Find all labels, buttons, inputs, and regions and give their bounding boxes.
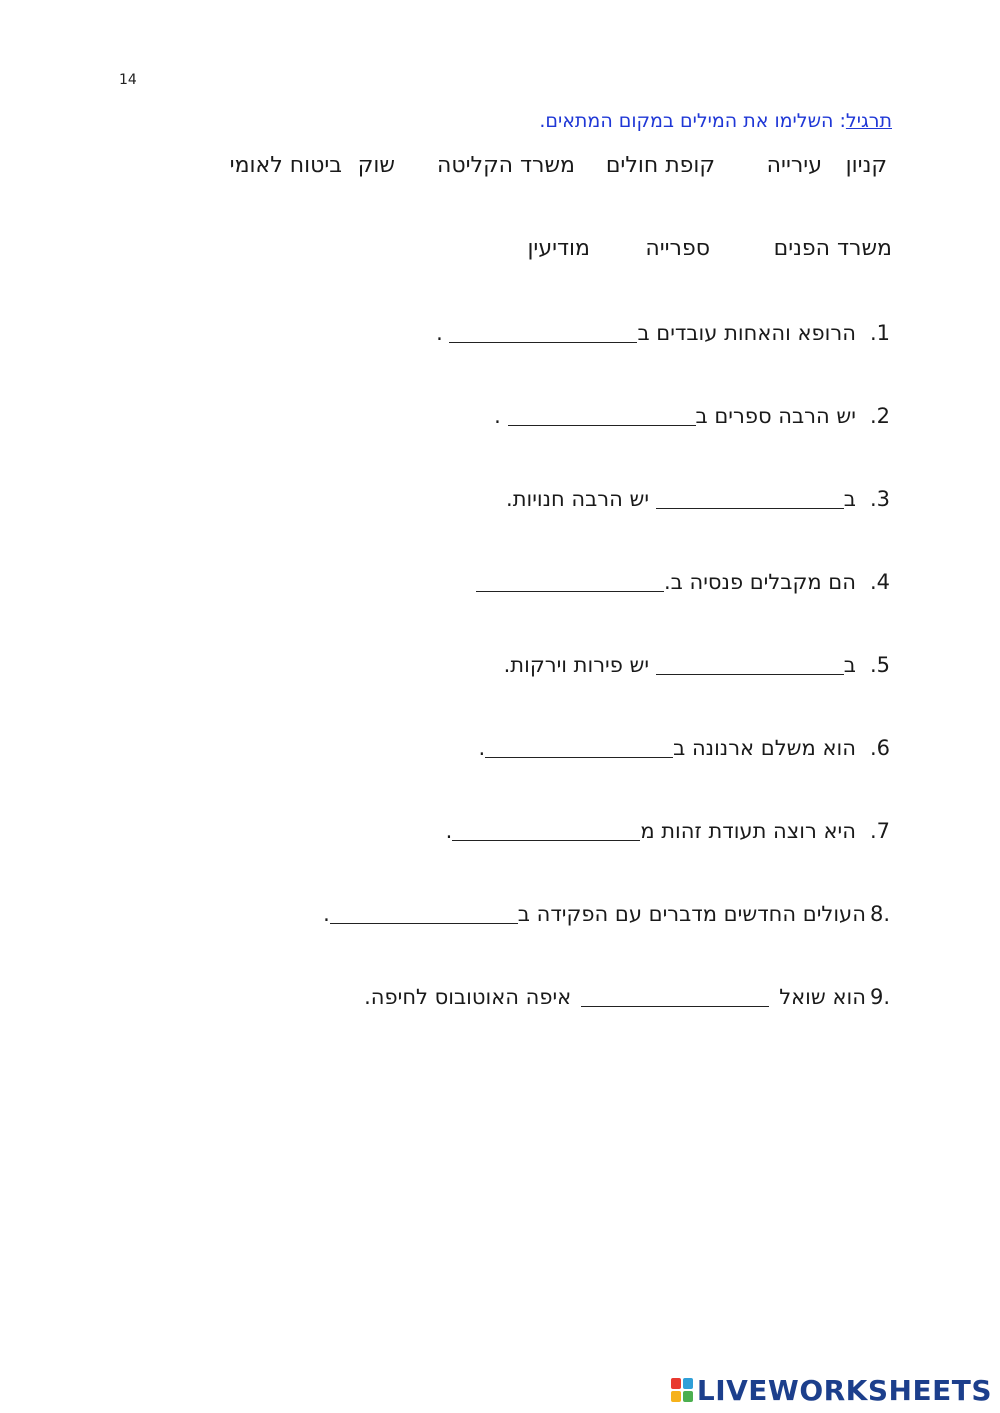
question-text: ב [843,487,856,511]
question-number: 1. [869,321,890,345]
word-bank-item: קניון [845,153,887,178]
question-1 [436,321,890,345]
question-text-end: איפה האוטובוס לחיפה. [364,985,572,1009]
brand-name: LIVEWORKSHEETS [696,1373,992,1407]
exercise-title [539,110,892,132]
question-6 [478,736,890,760]
answer-blank[interactable] [656,673,844,675]
answer-blank[interactable] [452,839,640,841]
question-text: ב [843,653,856,677]
word-bank-item: ביטוח לאומי [229,153,342,178]
question-text: הרופא והאחות עובדים ב [637,321,856,345]
word-bank-item: משרד הקליטה [437,153,575,178]
question-text: היא רוצה תעודת זהות מ [640,819,856,843]
answer-blank[interactable] [476,590,664,592]
word-bank-item: עירייה [766,153,822,178]
word-bank-item: שוק [357,153,395,178]
question-text: העולים החדשים מדברים עם הפקידה ב [517,902,866,926]
question-2 [494,404,890,428]
answer-blank[interactable] [508,424,696,426]
question-number: 2. [869,404,890,428]
word-bank-item: קופת חולים [605,153,715,178]
answer-blank[interactable] [330,922,518,924]
question-text-end: . [436,321,450,345]
question-text: הם מקבלים פנסיה ב. [664,570,856,594]
question-number: 7. [869,819,890,843]
question-9 [364,985,890,1009]
question-number: .9 [869,985,890,1009]
liveworksheets-logo [671,1375,992,1405]
question-7 [446,819,890,843]
question-text: הוא שואל [779,985,866,1009]
question-3 [506,487,890,511]
question-text-end: . [323,902,330,926]
question-text-end: . [494,404,508,428]
question-text-end: יש פירות וירקות. [503,653,656,677]
answer-blank[interactable] [485,756,673,758]
question-number: .8 [869,902,890,926]
logo-mark-icon [671,1378,693,1402]
question-text-end: יש הרבה חנויות. [506,487,656,511]
word-bank-item: ספרייה [645,236,710,261]
exercise-instruction: : השלימו את המילים במקום המתאים. [539,110,846,132]
answer-blank[interactable] [449,341,637,343]
question-4 [476,570,890,594]
question-text-end: . [478,736,486,760]
word-bank-item: מודיעין [527,236,590,261]
question-number: 5. [869,653,890,677]
answer-blank[interactable] [581,1005,769,1007]
question-8 [323,902,890,926]
word-bank-item: משרד הפנים [773,236,892,261]
page-number: 14 [119,72,137,88]
question-text-end: . [445,819,453,843]
exercise-label: תרגיל [845,110,892,132]
question-text: יש הרבה ספרים ב [695,404,856,428]
answer-blank[interactable] [656,507,844,509]
question-number: 3. [869,487,890,511]
question-text: הוא משלם ארנונה ב [673,736,856,760]
question-5 [504,653,890,677]
question-number: 4. [869,570,890,594]
question-number: 6. [869,736,890,760]
